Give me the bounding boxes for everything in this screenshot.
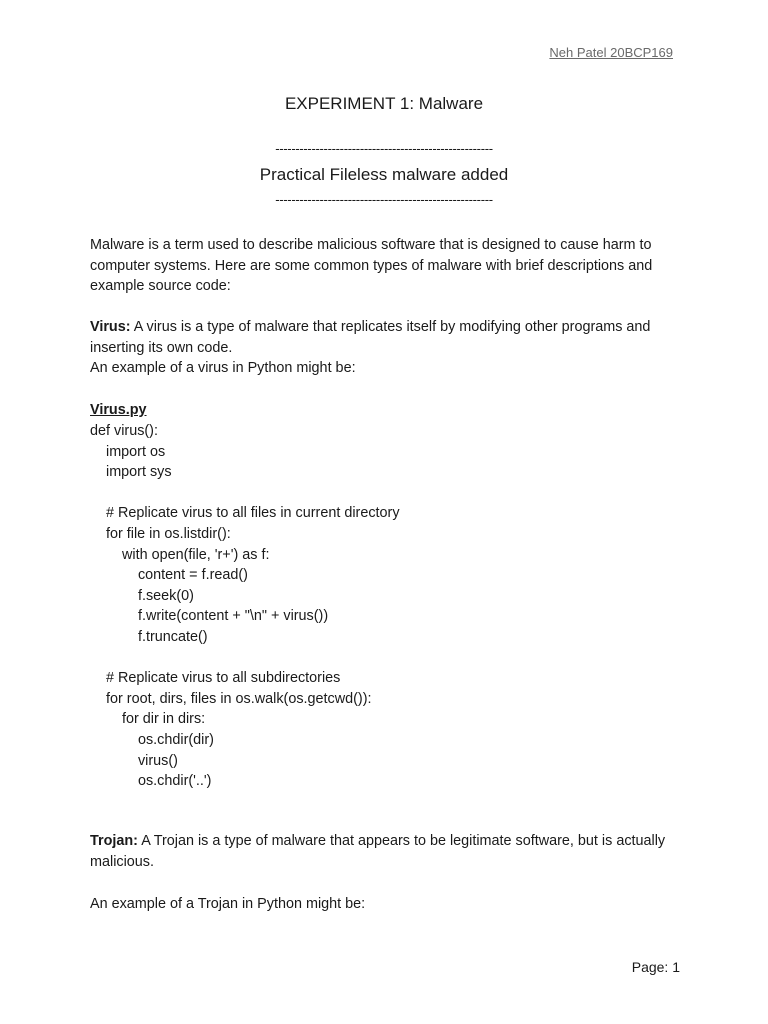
trojan-example-intro: An example of a Trojan in Python might be: <box>90 896 366 912</box>
divider-bottom: ------------------------------------------------------ <box>275 193 493 207</box>
code-line: content = f.read() <box>90 567 248 584</box>
code-line: f.truncate() <box>90 628 208 645</box>
virus-code-block <box>90 421 690 792</box>
document-subtitle: Practical Fileless malware added <box>259 165 509 184</box>
divider-top: ------------------------------------------------------ <box>275 142 493 156</box>
code-line: def virus(): <box>90 423 158 439</box>
code-line: virus() <box>90 752 178 769</box>
virus-description <box>90 317 690 358</box>
code-line: # Replicate virus to all subdirectories <box>90 670 341 687</box>
trojan-description-text: A Trojan is a type of malware that appears to be legitimate software, but is actually malicious. <box>90 833 666 870</box>
intro-paragraph: Malware is a term used to describe malicious software that is designed to cause harm to computer systems. Here are some common types of malware with brief descriptions and example source code: <box>90 237 653 295</box>
trojan-section <box>90 831 690 872</box>
code-file-heading: Virus.py <box>90 402 147 418</box>
code-line: import sys <box>90 464 172 481</box>
code-line: with open(file, 'r+') as f: <box>90 546 270 563</box>
virus-term: Virus: <box>90 319 131 335</box>
code-line <box>90 483 690 504</box>
virus-section <box>90 317 690 379</box>
code-line: os.chdir('..') <box>90 773 212 790</box>
code-line: f.seek(0) <box>90 587 194 604</box>
code-line: for root, dirs, files in os.walk(os.getcwd()): <box>90 690 372 707</box>
trojan-term: Trojan: <box>90 833 138 849</box>
code-line: # Replicate virus to all files in current directory <box>90 505 400 522</box>
document-title: EXPERIMENT 1: Malware <box>284 94 484 113</box>
page-number: Page: 1 <box>631 959 680 975</box>
code-line: for file in os.listdir(): <box>90 525 231 542</box>
code-line: os.chdir(dir) <box>90 731 214 748</box>
code-line: f.write(content + "\n" + virus()) <box>90 608 329 625</box>
code-line: for dir in dirs: <box>90 711 206 728</box>
code-line <box>90 648 690 669</box>
virus-description-text: A virus is a type of malware that replicates itself by modifying other programs and inserting its own code. <box>90 319 651 356</box>
code-line: import os <box>90 443 166 460</box>
author-header: Neh Patel 20BCP169 <box>549 45 673 60</box>
virus-example-intro: An example of a virus in Python might be: <box>90 360 356 377</box>
